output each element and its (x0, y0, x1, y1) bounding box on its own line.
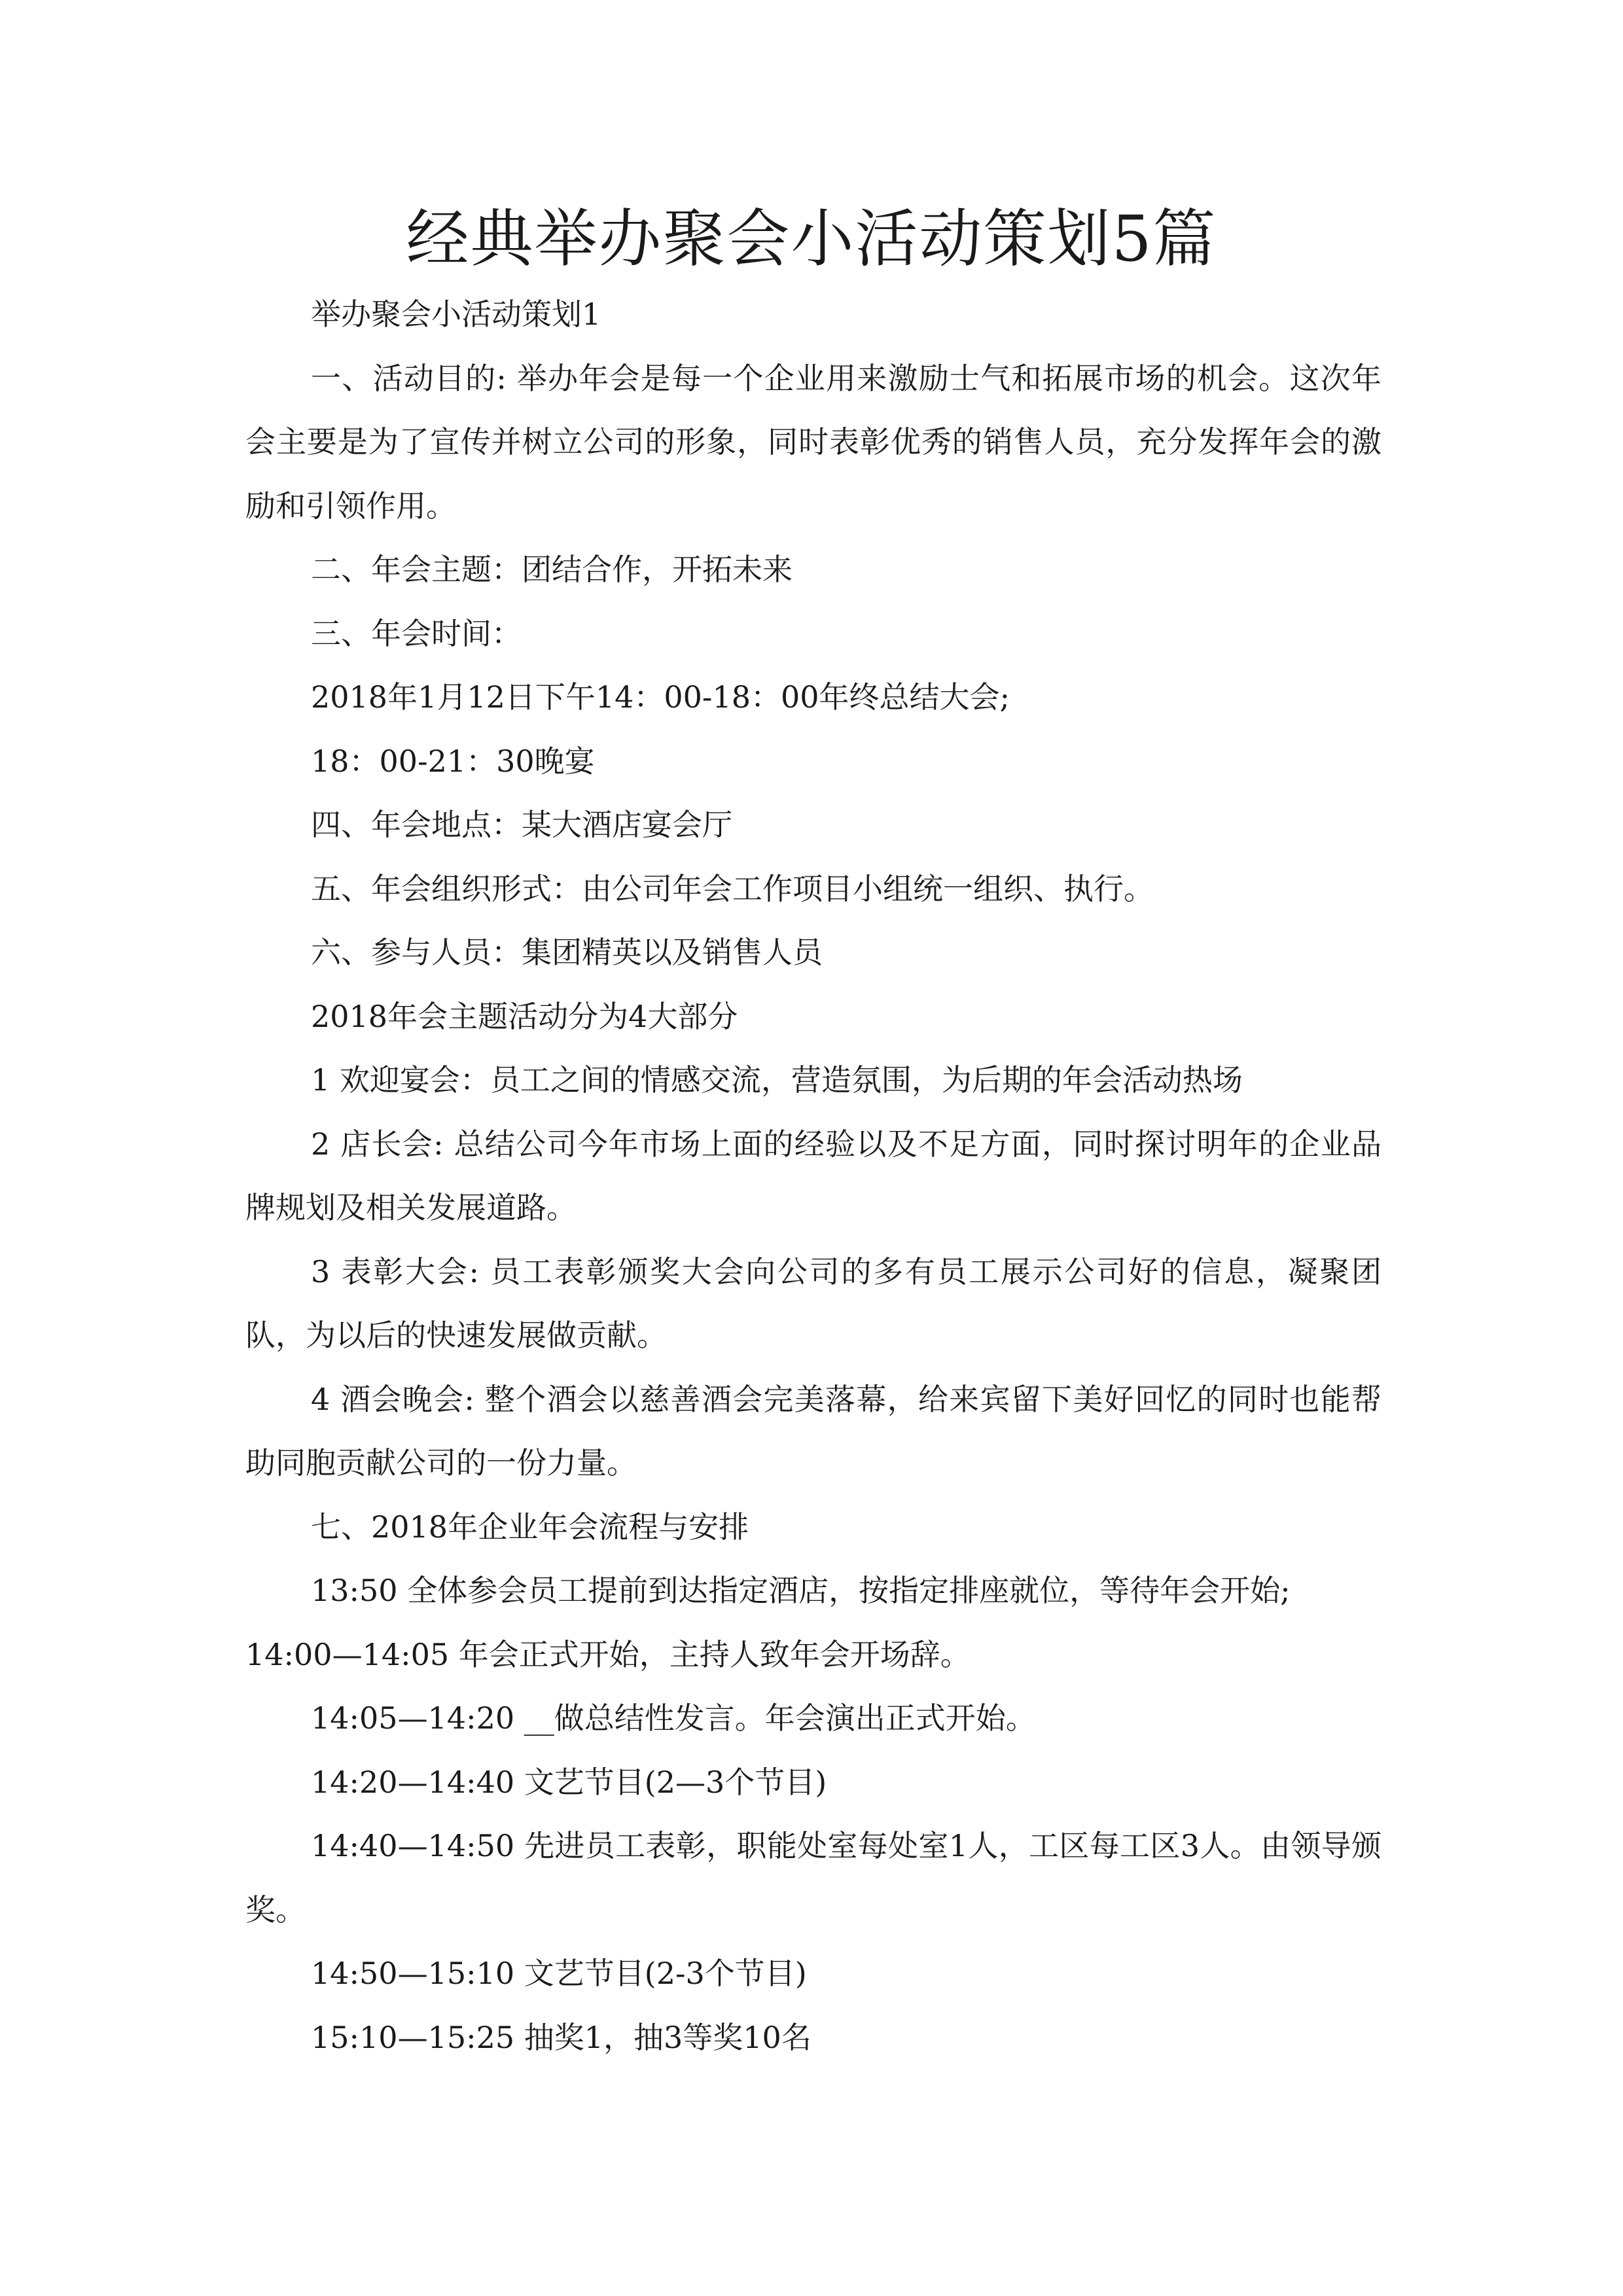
paragraph-time-dinner: 18：00-21：30晚宴 (311, 743, 595, 779)
paragraph-schedule-1420: 14:20—14:40 文艺节目(2—3个节目) (311, 1764, 827, 1800)
paragraph-participants: 六、参与人员：集团精英以及销售人员 (311, 935, 823, 970)
paragraph-schedule-1350: 13:50 全体参会员工提前到达指定酒店，按指定排座就位，等待年会开始; (311, 1573, 1291, 1608)
paragraph-schedule-1400: 14:00—14:05 年会正式开始，主持人致年会开场辞。 (245, 1636, 971, 1672)
paragraph-organization: 五、年会组织形式：由公司年会工作项目小组统一组织、执行。 (311, 870, 1154, 906)
paragraph-location: 四、年会地点：某大酒店宴会厅 (311, 807, 732, 842)
paragraph-part-2: 2 店长会: 总结公司今年市场上面的经验以及不足方面，同时探讨明年的企业品牌规划及相关发展道路。 (245, 1126, 1382, 1225)
paragraph-schedule-1510: 15:10—15:25 抽奖1，抽3等奖10名 (311, 2019, 812, 2055)
paragraph-section-heading: 举办聚会小活动策划1 (311, 296, 601, 332)
paragraph-part-4: 4 酒会晚会: 整个酒会以慈善酒会完美落幕，给来宾留下美好回忆的同时也能帮助同胞贡献公司的一份力量。 (245, 1381, 1382, 1480)
paragraph-purpose: 一、活动目的: 举办年会是每一个企业用来激励士气和拓展市场的机会。这次年会主要是为了宣传并树立公司的形象，同时表彰优秀的销售人员，充分发挥年会的激励和引领作用。 (245, 360, 1382, 524)
paragraph-theme: 二、年会主题：团结合作，开拓未来 (311, 552, 793, 587)
paragraph-activity-parts: 2018年会主题活动分为4大部分 (311, 998, 738, 1034)
paragraph-schedule-1405: 14:05—14:20 __做总结性发言。年会演出正式开始。 (311, 1700, 1036, 1736)
document-body (245, 283, 1382, 2070)
paragraph-schedule-1450: 14:50—15:10 文艺节目(2-3个节目) (311, 1956, 807, 1991)
paragraph-schedule-heading: 七、2018年企业年会流程与安排 (311, 1509, 749, 1545)
paragraph-time-meeting: 2018年1月12日下午14：00-18：00年终总结大会; (311, 679, 1010, 715)
paragraph-time-heading: 三、年会时间： (311, 615, 522, 651)
paragraph-part-1: 1 欢迎宴会：员工之间的情感交流，营造氛围，为后期的年会活动热场 (311, 1062, 1243, 1098)
document-title: 经典举办聚会小活动策划5篇 (406, 202, 1217, 276)
paragraph-schedule-1440: 14:40—14:50 先进员工表彰，职能处室每处室1人，工区每工区3人。由领导颁奖。 (245, 1828, 1382, 1928)
paragraph-part-3: 3 表彰大会: 员工表彰颁奖大会向公司的多有员工展示公司好的信息，凝聚团队，为以后的快速发展做贡献。 (245, 1253, 1382, 1353)
